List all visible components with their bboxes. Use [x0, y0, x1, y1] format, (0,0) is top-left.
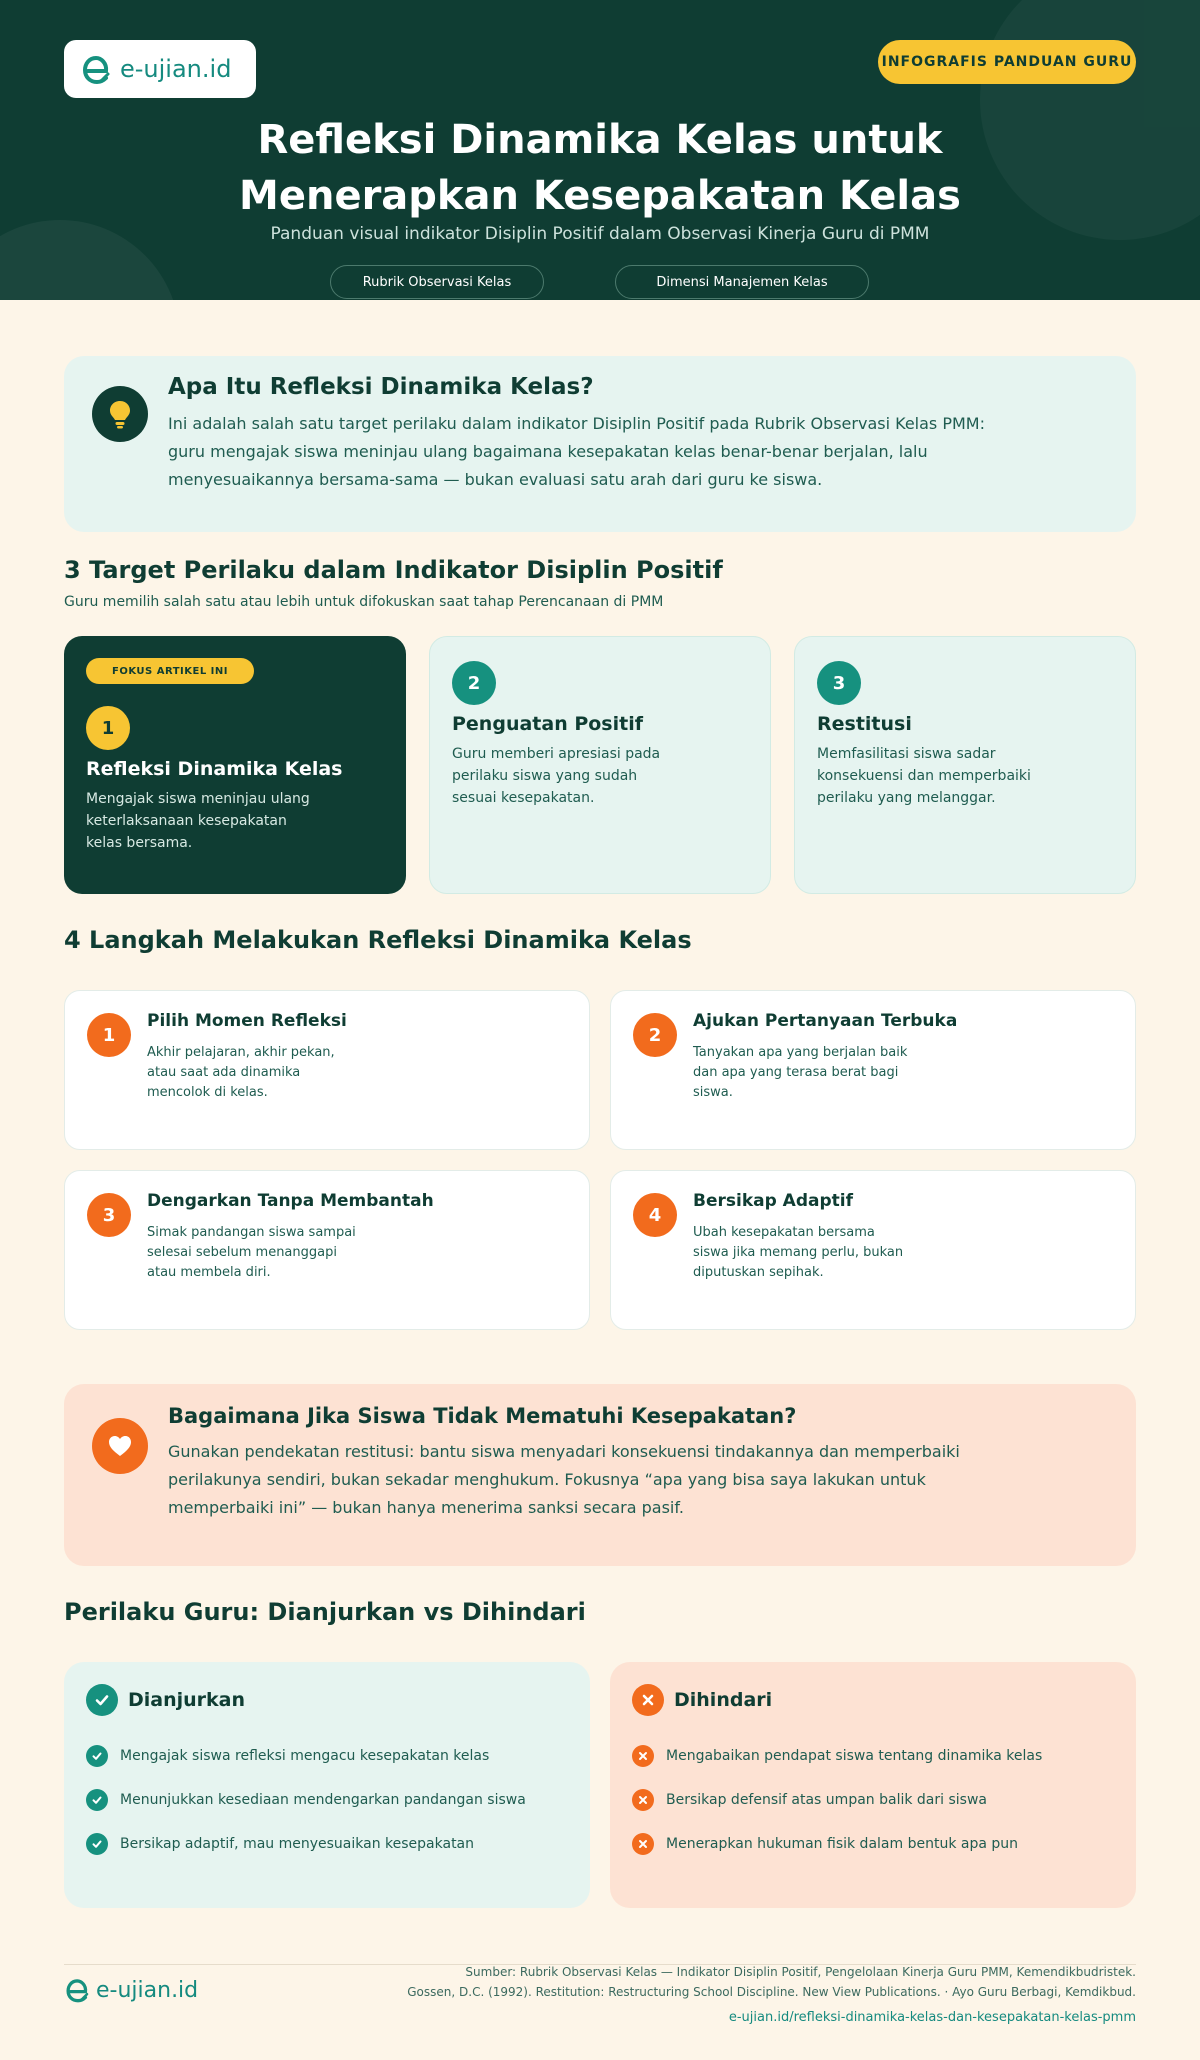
definition-body: Ini adalah salah satu target perilaku dalam indikator Disiplin Positif pada Rubrik Observasi Kelas PMM: guru mengajak siswa meninjau ulang bagaimana kesepakatan kelas benar-benar berjalan, lalu menyesuaikannya bersama-sama — bukan evaluasi satu arah dari guru ke siswa.: [168, 414, 985, 489]
x-circle-icon: [632, 1684, 664, 1716]
step-number: 1: [87, 1013, 131, 1057]
focus-badge: FOKUS ARTIKEL INI: [86, 658, 254, 684]
step-desc: Ubah kesepakatan bersama siswa jika memang perlu, bukan diputuskan sepihak.: [693, 1225, 904, 1280]
restitution-title: Bagaimana Jika Siswa Tidak Mematuhi Kesepakatan?: [168, 1404, 797, 1428]
footer-logo-text: e-ujian.id: [96, 1977, 199, 2003]
target-card-1[interactable]: [64, 636, 406, 894]
step-title: Dengarkan Tanpa Membantah: [147, 1191, 434, 1211]
check-icon: [86, 1789, 108, 1811]
target-desc: Memfasilitasi siswa sadar konsekuensi dan memperbaiki perilaku yang melanggar.: [817, 746, 1031, 806]
heart-icon: [92, 1418, 148, 1474]
target-number: 3: [817, 661, 861, 705]
restitution-body: Gunakan pendekatan restitusi: bantu siswa menyadari konsekuensi tindakannya dan memperbaiki perilakunya sendiri, bukan sekadar menghukum. Fokusnya “apa yang bisa saya lakukan untuk memperbaiki ini” — bukan hanya menerima sanksi secara pasif.: [168, 1442, 960, 1517]
title-line-2: Menerapkan Kesepakatan Kelas: [239, 173, 961, 219]
target-card-2[interactable]: [429, 636, 771, 894]
list-item: [86, 1822, 526, 1866]
target-number: 2: [452, 661, 496, 705]
header-banner: [0, 0, 1200, 300]
targets-subheading: Guru memilih salah satu atau lebih untuk difokuskan saat tahap Perencanaan di PMM: [64, 594, 664, 610]
recommended-header: [86, 1684, 245, 1716]
definition-title: Apa Itu Refleksi Dinamika Kelas?: [168, 374, 594, 400]
step-card-1[interactable]: [64, 990, 590, 1150]
step-number: 3: [87, 1193, 131, 1237]
list-item: [632, 1822, 1042, 1866]
list-item-text: Mengajak siswa refleksi mengacu kesepakatan kelas: [120, 1748, 490, 1764]
avoid-header: [632, 1684, 772, 1716]
step-desc: Tanyakan apa yang berjalan baik dan apa yang terasa berat bagi siswa.: [693, 1045, 908, 1100]
step-number: 4: [633, 1193, 677, 1237]
target-title: Restitusi: [817, 713, 912, 735]
infographic-badge: INFOGRAFIS PANDUAN GURU: [878, 40, 1136, 84]
targets-heading: 3 Target Perilaku dalam Indikator Disiplin Positif: [64, 556, 723, 584]
list-item-text: Menerapkan hukuman fisik dalam bentuk apa pun: [666, 1836, 1019, 1852]
page-title: [0, 112, 1200, 224]
x-icon: [632, 1833, 654, 1855]
target-title: Refleksi Dinamika Kelas: [86, 758, 343, 780]
logo-e-icon: [80, 52, 114, 86]
step-title: Pilih Momen Refleksi: [147, 1011, 347, 1031]
list-item-text: Bersikap defensif atas umpan balik dari siswa: [666, 1792, 987, 1808]
step-desc: Akhir pelajaran, akhir pekan, atau saat ada dinamika mencolok di kelas.: [147, 1045, 335, 1100]
step-number: 2: [633, 1013, 677, 1057]
recommended-column: [64, 1662, 590, 1908]
x-icon: [632, 1745, 654, 1767]
step-card-4[interactable]: [610, 1170, 1136, 1330]
target-desc: Mengajak siswa meninjau ulang keterlaksanaan kesepakatan kelas bersama.: [86, 791, 310, 851]
x-icon: [632, 1789, 654, 1811]
list-item-text: Menunjukkan kesediaan mendengarkan pandangan siswa: [120, 1792, 526, 1808]
source-line-1: Sumber: Rubrik Observasi Kelas — Indikator Disiplin Positif, Pengelolaan Kinerja Guru PMM, Kemendikbudristek.: [465, 1965, 1136, 1979]
step-desc: Simak pandangan siswa sampai selesai sebelum menanggapi atau membela diri.: [147, 1225, 356, 1280]
logo-e-icon: [64, 1976, 92, 2004]
behavior-heading: Perilaku Guru: Dianjurkan vs Dihindari: [64, 1598, 586, 1626]
logo[interactable]: [64, 40, 256, 98]
logo-text: e-ujian.id: [120, 55, 232, 83]
avoid-label: Dihindari: [674, 1689, 773, 1711]
list-item: [632, 1778, 1042, 1822]
step-card-2[interactable]: [610, 990, 1136, 1150]
step-title: Bersikap Adaptif: [693, 1191, 853, 1211]
page-subtitle: Panduan visual indikator Disiplin Positif dalam Observasi Kinerja Guru di PMM: [270, 224, 930, 244]
check-circle-icon: [86, 1684, 118, 1716]
recommended-label: Dianjurkan: [128, 1689, 246, 1711]
step-card-3[interactable]: [64, 1170, 590, 1330]
title-line-1: Refleksi Dinamika Kelas untuk: [257, 117, 943, 163]
check-icon: [86, 1833, 108, 1855]
footer-url-link[interactable]: e-ujian.id/refleksi-dinamika-kelas-dan-kesepakatan-kelas-pmm: [728, 2010, 1136, 2025]
target-desc: Guru memberi apresiasi pada perilaku siswa yang sudah sesuai kesepakatan.: [452, 746, 661, 806]
footer-logo[interactable]: [64, 1976, 198, 2004]
list-item: [632, 1734, 1042, 1778]
target-title: Penguatan Positif: [452, 713, 643, 735]
avoid-list: [632, 1734, 1042, 1866]
list-item: [86, 1778, 526, 1822]
avoid-column: [610, 1662, 1136, 1908]
pill-rubrik[interactable]: Rubrik Observasi Kelas: [330, 265, 544, 299]
step-title: Ajukan Pertanyaan Terbuka: [693, 1011, 958, 1031]
list-item-text: Mengabaikan pendapat siswa tentang dinamika kelas: [666, 1748, 1043, 1764]
definition-card: [64, 356, 1136, 532]
lightbulb-icon: [92, 386, 148, 442]
sources: [376, 1962, 1136, 2002]
recommended-list: [86, 1734, 526, 1866]
list-item-text: Bersikap adaptif, mau menyesuaikan kesepakatan: [120, 1836, 475, 1852]
target-number: 1: [86, 706, 130, 750]
pill-dimensi[interactable]: Dimensi Manajemen Kelas: [615, 265, 869, 299]
steps-heading: 4 Langkah Melakukan Refleksi Dinamika Kelas: [64, 926, 692, 954]
list-item: [86, 1734, 526, 1778]
target-card-3[interactable]: [794, 636, 1136, 894]
restitution-card: [64, 1384, 1136, 1566]
check-icon: [86, 1745, 108, 1767]
source-line-2: Gossen, D.C. (1992). Restitution: Restructuring School Discipline. New View Publications. · Ayo Guru Berbagi, Kemdikbud.: [407, 1985, 1136, 1999]
